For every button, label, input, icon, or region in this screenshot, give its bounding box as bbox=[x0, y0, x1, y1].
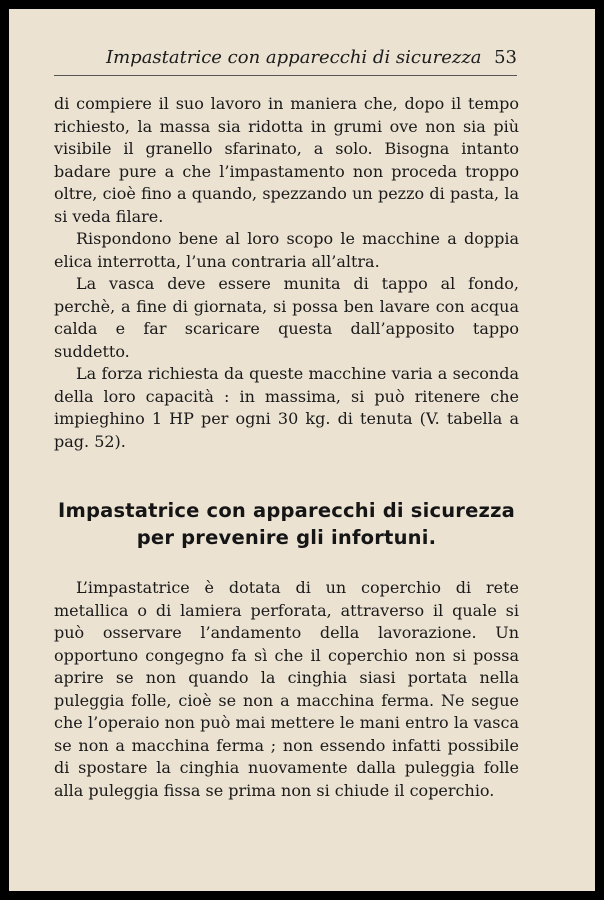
book-page bbox=[9, 9, 595, 891]
section-heading-line: per prevenire gli infortuni. bbox=[136, 526, 437, 549]
paragraph: La vasca deve essere munita di tappo al fondo, perchè, a fine di giornata, si possa ben lavare con acqua calda e far scaricare questa dall’apposito tappo suddetto. bbox=[54, 274, 519, 361]
running-title: Impastatrice con apparecchi di sicurezza bbox=[106, 47, 482, 68]
paragraph: Rispondono bene al loro scopo le macchine a doppia elica interrotta, l’una contraria all’altra. bbox=[54, 229, 519, 271]
body-text-top bbox=[54, 93, 519, 453]
paragraph: L’impastatrice è dotata di un coperchio di rete metallica o di lamiera perforata, attraverso il quale si può osservare l’andamento della lavorazione. Un opportuno congegno fa sì che il coperchio non si possa aprire se non quando la cinghia siasi portata nella puleggia folle, cioè se non a macchina ferma. Ne segue che l’operaio non può mai mettere le mani entro la vasca se non a macchina ferma ; non essendo infatti possibile di spostare la cinghia nuovamente dalla puleggia folle alla puleggia fissa se prima non si chiude il coperchio. bbox=[54, 578, 519, 800]
page-header bbox=[54, 45, 517, 76]
section-heading bbox=[54, 497, 519, 551]
page-number: 53 bbox=[494, 47, 517, 68]
section-heading-line: Impastatrice con apparecchi di sicurezza bbox=[57, 499, 515, 522]
paragraph: La forza richiesta da queste macchine varia a seconda della loro capacità : in massima, si può ritenere che impieghino 1 HP per ogni 30 kg. di tenuta (V. tabella a pag. 52). bbox=[54, 364, 519, 451]
body-text-bottom bbox=[54, 577, 519, 802]
paragraph-continuation: di compiere il suo lavoro in maniera che, dopo il tempo richiesto, la massa sia ridotta in grumi ove non sia più visibile il granello sfarinato, a solo. Bisogna intanto badare pure a che l’impastamento non proceda troppo oltre, cioè fino a quando, spezzando un pezzo di pasta, la si veda filare. bbox=[54, 94, 519, 226]
